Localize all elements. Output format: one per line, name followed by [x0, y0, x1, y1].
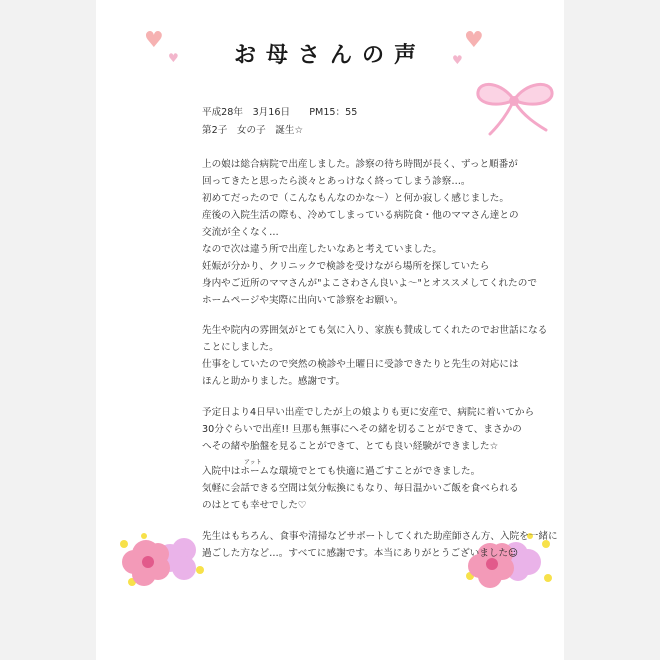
text-line: 上の娘は総合病院で出産しました。診察の待ち時間が長く、ずっと順番が — [202, 159, 518, 170]
text-line: 身内やご近所のママさんが"よこさわさん良いよ～"とオススメしてくれたので — [202, 278, 537, 289]
page-title: お母さんの声 — [233, 42, 426, 68]
text-line: 先生や院内の雰囲気がとても気に入り、家族も賛成してくれたのでお世話になる — [202, 325, 548, 336]
text-line: 先生はもちろん、食事や清掃などサポートしてくれた助産師さん方、入院を一緒に — [202, 531, 558, 542]
hibiscus-flower-icon — [114, 530, 214, 592]
text-line: 産後の入院生活の際も、冷めてしまっている病院食・他のママさん達との — [202, 210, 519, 221]
text-line: のはとても幸せでした♡ — [202, 500, 307, 511]
heart-icon: ♥ — [144, 28, 164, 53]
text-line: 予定日より4日早い出産でしたが上の娘よりも更に安産で、病院に着いてから — [202, 407, 535, 418]
text-line: 仕事をしていたので突然の検診や土曜日に受診できたりと先生の対応には — [202, 359, 519, 370]
ribbon-icon — [472, 74, 558, 140]
text-line: なので次は違う所で出産したいなあと考えていました。 — [202, 244, 442, 255]
heart-icon: ♥ — [464, 28, 484, 53]
text-line: 30分ぐらいで出産!! 旦那も無事にへその緒を切ることができて、まさかの — [202, 424, 522, 435]
text-line: ホームページや実際に出向いて診察をお願い。 — [202, 295, 404, 306]
heart-icon: ♥ — [168, 51, 179, 65]
ruby-annotation: アット — [244, 459, 262, 466]
text-line: 妊娠が分かり、クリニックで検診を受けながら場所を探していたら — [202, 261, 490, 272]
child-line: 第2子 女の子 誕生☆ — [202, 125, 304, 136]
text-line: 入院中はホームな環境でとても快適に過ごすことができました。 — [202, 466, 481, 477]
date-line: 平成28年 3月16日 PM15：55 — [202, 107, 358, 118]
text-line: ことにしました。 — [202, 342, 279, 353]
text-line: 回ってきたと思ったら淡々とあっけなく終ってしまう診察…。 — [202, 176, 471, 187]
text-line: へその緒や胎盤を見ることができて、とても良い経験ができました☆ — [202, 441, 499, 452]
text-line: 交流が全くなく… — [202, 227, 279, 238]
text-line: 気軽に会話できる空間は気分転換にもなり、毎日温かいご飯を食べられる — [202, 483, 519, 494]
text-line: 初めてだったので（こんなもんなのかな～）と何か寂しく感じました。 — [202, 193, 509, 204]
text-line: 過ごした方など…。すべてに感謝です。本当にありがとうございました☺ — [202, 548, 519, 559]
text-line: ほんと助かりました。感謝です。 — [202, 376, 346, 387]
heart-icon: ♥ — [452, 53, 463, 67]
